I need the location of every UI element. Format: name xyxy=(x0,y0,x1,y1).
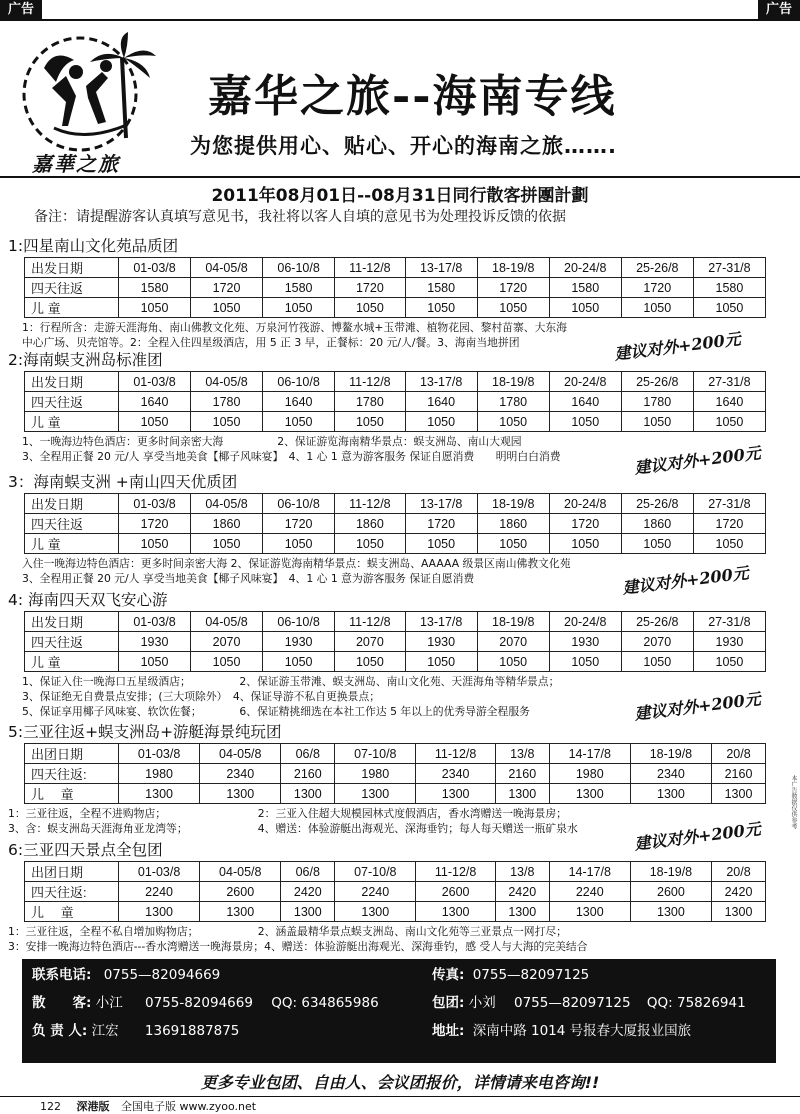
table-cell: 1780 xyxy=(335,392,406,412)
table-cell: 04-05/8 xyxy=(200,862,281,882)
table-cell: 25-26/8 xyxy=(621,258,693,278)
price-suggestion-stamp: 建议对外+200元 xyxy=(619,560,752,599)
footer-rule xyxy=(0,1096,800,1097)
manager-name: 江宏 xyxy=(91,1023,119,1039)
table-cell: 1720 xyxy=(191,278,263,298)
group-qq-label: QQ: xyxy=(646,995,673,1011)
row-header: 儿 童 xyxy=(25,412,119,432)
table-cell: 1860 xyxy=(621,514,693,534)
table-cell: 18-19/8 xyxy=(630,862,711,882)
table-cell: 2160 xyxy=(712,764,766,784)
page-subtitle: 为您提供用心、贴心、开心的海南之旅……. xyxy=(190,134,617,158)
contact-retail-row xyxy=(32,991,379,1011)
table-row xyxy=(25,494,766,514)
table-cell: 13-17/8 xyxy=(405,612,477,632)
table-row xyxy=(25,632,766,652)
table-cell: 25-26/8 xyxy=(621,372,693,392)
table-cell: 13-17/8 xyxy=(405,494,477,514)
table-cell: 1980 xyxy=(119,764,200,784)
table-cell: 1050 xyxy=(263,298,335,318)
row-header: 儿 童 xyxy=(25,652,119,672)
table-cell: 18-19/8 xyxy=(477,612,549,632)
table-cell: 1860 xyxy=(335,514,406,534)
table-cell: 1300 xyxy=(495,784,549,804)
table-cell: 2600 xyxy=(416,882,495,902)
table-cell: 06/8 xyxy=(281,744,335,764)
manager-phone: 13691887875 xyxy=(144,1023,240,1039)
price-table xyxy=(24,743,766,804)
table-cell: 27-31/8 xyxy=(693,258,765,278)
page-number: 122 xyxy=(40,1100,61,1113)
table-cell: 1050 xyxy=(693,652,765,672)
table-cell: 18-19/8 xyxy=(477,372,549,392)
tour-section-6 xyxy=(8,840,788,954)
table-cell: 1980 xyxy=(549,764,630,784)
address-text: 深南中路 1014 号报春大厦报业国旅 xyxy=(472,1023,692,1039)
price-table xyxy=(24,493,766,554)
group-qq: 75826941 xyxy=(676,995,746,1011)
row-header: 四天往返 xyxy=(25,632,119,652)
table-cell: 11-12/8 xyxy=(335,612,406,632)
row-header: 出发日期 xyxy=(25,612,119,632)
group-name: 小刘 xyxy=(468,995,496,1011)
price-table xyxy=(24,371,766,432)
edition-label: 深港版 xyxy=(76,1100,110,1113)
row-header: 四天往返 xyxy=(25,278,119,298)
tour-section-5 xyxy=(8,722,788,836)
row-header: 儿 童 xyxy=(25,298,119,318)
retail-phone: 0755-82094669 xyxy=(145,995,253,1011)
tour-title: 4: 海南四天双飞安心游 xyxy=(8,591,168,609)
note-line: 3、全程用正餐 20 元/人 享受当地美食【椰子风味宴】 4、1 心 1 意为游客服务 保证自愿消费 明明白白消费 xyxy=(22,450,561,463)
table-cell: 1720 xyxy=(477,278,549,298)
table-cell: 2600 xyxy=(200,882,281,902)
note-line: 中心广场、贝壳馆等。2：全程入住四星级酒店，用 5 正 3 早，正餐标：20 元/人/餐。3、海南当地拼团 xyxy=(22,336,520,349)
table-cell: 01-03/8 xyxy=(119,258,191,278)
fax-number: 0755—82097125 xyxy=(472,967,590,983)
table-cell: 1300 xyxy=(712,784,766,804)
table-cell: 2420 xyxy=(712,882,766,902)
contact-address-row xyxy=(432,1019,691,1039)
table-cell: 1050 xyxy=(263,652,335,672)
table-cell: 1050 xyxy=(405,298,477,318)
table-cell: 11-12/8 xyxy=(335,494,406,514)
contact-phone-row xyxy=(32,963,220,983)
table-cell: 1720 xyxy=(263,514,335,534)
table-cell: 2420 xyxy=(495,882,549,902)
table-cell: 04-05/8 xyxy=(191,494,263,514)
table-cell: 1050 xyxy=(549,652,621,672)
ad-label-right: 广告 xyxy=(758,0,800,20)
table-cell: 1050 xyxy=(119,652,191,672)
headline-rule xyxy=(0,176,800,178)
table-cell: 06-10/8 xyxy=(263,372,335,392)
note-line: 1：三亚往返，全程不进购物店； 2：三亚入住超大规模园林式度假酒店，香水湾赠送一晚海景房； xyxy=(8,807,567,820)
table-row xyxy=(25,902,766,922)
table-row xyxy=(25,784,766,804)
note-line: 1、一晚海边特色酒店：更多时间亲密大海 2、保证游览海南精华景点：蜈支洲岛、南山大观园 xyxy=(22,435,522,448)
table-cell: 1720 xyxy=(549,514,621,534)
table-cell: 11-12/8 xyxy=(416,744,495,764)
table-cell: 1050 xyxy=(191,652,263,672)
table-cell: 1050 xyxy=(335,534,406,554)
table-cell: 2070 xyxy=(335,632,406,652)
table-cell: 1050 xyxy=(477,412,549,432)
table-cell: 20-24/8 xyxy=(549,494,621,514)
table-cell: 1780 xyxy=(191,392,263,412)
price-suggestion-stamp: 建议对外+200元 xyxy=(611,326,744,365)
price-table xyxy=(24,611,766,672)
table-row xyxy=(25,744,766,764)
table-cell: 20-24/8 xyxy=(549,258,621,278)
table-cell: 1300 xyxy=(549,902,630,922)
plan-title: 2011年08月01日--08月31日同行散客拼團計劃 xyxy=(211,186,589,206)
table-cell: 13-17/8 xyxy=(405,372,477,392)
table-cell: 1300 xyxy=(416,784,495,804)
table-cell: 1930 xyxy=(549,632,621,652)
table-cell: 1580 xyxy=(263,278,335,298)
table-cell: 1050 xyxy=(335,412,406,432)
table-cell: 18-19/8 xyxy=(477,258,549,278)
row-header: 四天往返: xyxy=(25,882,119,902)
table-cell: 1580 xyxy=(405,278,477,298)
table-cell: 25-26/8 xyxy=(621,494,693,514)
ad-label-left: 广告 xyxy=(0,0,42,20)
table-cell: 1050 xyxy=(621,298,693,318)
table-cell: 1640 xyxy=(263,392,335,412)
table-cell: 1050 xyxy=(693,534,765,554)
manager-label: 负 责 人: xyxy=(32,1023,88,1039)
row-header: 出发日期 xyxy=(25,258,119,278)
tour-title: 2:海南蜈支洲岛标准团 xyxy=(8,351,163,369)
table-cell: 04-05/8 xyxy=(191,258,263,278)
tour-title: 6:三亚四天景点全包团 xyxy=(8,841,163,859)
table-cell: 1720 xyxy=(405,514,477,534)
table-cell: 11-12/8 xyxy=(416,862,495,882)
note-line: 1：三亚往返，全程不私自增加购物店； 2、涵盖最精华景点蜈支洲岛、南山文化苑等三亚景点一网打尽； xyxy=(8,925,567,938)
table-cell: 06-10/8 xyxy=(263,494,335,514)
table-cell: 04-05/8 xyxy=(191,612,263,632)
table-cell: 27-31/8 xyxy=(693,612,765,632)
table-cell: 1050 xyxy=(119,298,191,318)
table-cell: 13/8 xyxy=(495,744,549,764)
table-cell: 20-24/8 xyxy=(549,612,621,632)
table-cell: 1300 xyxy=(200,902,281,922)
table-row xyxy=(25,392,766,412)
table-cell: 14-17/8 xyxy=(549,744,630,764)
contact-panel xyxy=(22,959,776,1063)
table-cell: 2070 xyxy=(621,632,693,652)
table-cell: 1050 xyxy=(477,534,549,554)
tour-title: 5:三亚往返+蜈支洲岛+游艇海景纯玩团 xyxy=(8,723,282,741)
table-cell: 2160 xyxy=(495,764,549,784)
retail-name: 小江 xyxy=(95,995,123,1011)
group-label: 包团: xyxy=(432,995,465,1011)
table-cell: 06-10/8 xyxy=(263,612,335,632)
retail-qq-label: QQ: xyxy=(271,995,298,1011)
table-cell: 07-10/8 xyxy=(335,862,416,882)
table-cell: 1640 xyxy=(693,392,765,412)
table-cell: 27-31/8 xyxy=(693,372,765,392)
table-cell: 1050 xyxy=(191,534,263,554)
note-line: 1、保证入住一晚海口五星级酒店； 2、保证游玉带滩、蜈支洲岛、南山文化苑、天涯海角等精华景点； xyxy=(22,675,560,688)
table-cell: 1980 xyxy=(335,764,416,784)
table-cell: 1580 xyxy=(119,278,191,298)
note-line: 3：安排一晚海边特色酒店---香水湾赠送一晚海景房；4、赠送：体验游艇出海观光、深海垂钓，感 受人与大海的完美结合 xyxy=(8,940,588,953)
table-cell: 04-05/8 xyxy=(200,744,281,764)
tour-title: 3：海南蜈支洲 +南山四天优质团 xyxy=(8,473,238,491)
table-cell: 1860 xyxy=(191,514,263,534)
slogan: 更多专业包团、自由人、会议团报价，详情请来电咨询!! xyxy=(200,1073,600,1092)
table-cell: 13/8 xyxy=(495,862,549,882)
table-cell: 1580 xyxy=(693,278,765,298)
table-cell: 1050 xyxy=(549,298,621,318)
row-header: 四天往返: xyxy=(25,764,119,784)
row-header: 出团日期 xyxy=(25,744,119,764)
table-cell: 1050 xyxy=(263,534,335,554)
address-label: 地址: xyxy=(432,1023,465,1039)
table-cell: 01-03/8 xyxy=(119,494,191,514)
table-cell: 06-10/8 xyxy=(263,258,335,278)
table-row xyxy=(25,258,766,278)
table-cell: 1050 xyxy=(191,412,263,432)
group-phone: 0755—82097125 xyxy=(514,995,631,1011)
table-cell: 1300 xyxy=(200,784,281,804)
table-cell: 11-12/8 xyxy=(335,372,406,392)
table-cell: 1300 xyxy=(335,784,416,804)
site-label: 全国电子版 www.zyoo.net xyxy=(121,1100,257,1113)
table-cell: 1050 xyxy=(693,298,765,318)
retail-qq: 634865986 xyxy=(301,995,379,1011)
table-row xyxy=(25,278,766,298)
note-line: 1：行程所含：走游天涯海角、南山佛教文化苑、万泉河竹筏游、博鳌水城+玉带滩、植物花园、黎村苗寨、大东海 xyxy=(22,321,567,334)
table-cell: 1300 xyxy=(281,784,335,804)
remark-note: 备注：请提醒游客认真填写意见书，我社将以客人自填的意见书为处理投诉反馈的依据 xyxy=(34,209,566,225)
tour-notes xyxy=(8,924,788,954)
table-cell: 1050 xyxy=(549,534,621,554)
table-cell: 1300 xyxy=(335,902,416,922)
table-cell: 1050 xyxy=(477,652,549,672)
price-suggestion-stamp: 建议对外+200元 xyxy=(631,440,764,479)
table-cell: 06/8 xyxy=(281,862,335,882)
table-cell: 1720 xyxy=(335,278,406,298)
table-cell: 1720 xyxy=(621,278,693,298)
table-cell: 1300 xyxy=(281,902,335,922)
price-table xyxy=(24,257,766,318)
row-header: 出发日期 xyxy=(25,494,119,514)
table-row xyxy=(25,412,766,432)
table-cell: 07-10/8 xyxy=(335,744,416,764)
table-cell: 2240 xyxy=(335,882,416,902)
phone-number: 0755—82094669 xyxy=(103,967,221,983)
table-cell: 14-17/8 xyxy=(549,862,630,882)
table-row xyxy=(25,652,766,672)
table-cell: 1930 xyxy=(693,632,765,652)
table-cell: 1300 xyxy=(549,784,630,804)
table-cell: 25-26/8 xyxy=(621,612,693,632)
table-cell: 1300 xyxy=(630,784,711,804)
row-header: 出发日期 xyxy=(25,372,119,392)
table-cell: 2420 xyxy=(281,882,335,902)
table-cell: 1050 xyxy=(621,412,693,432)
table-cell: 1050 xyxy=(621,534,693,554)
table-cell: 1300 xyxy=(630,902,711,922)
table-row xyxy=(25,534,766,554)
table-cell: 1300 xyxy=(712,902,766,922)
table-cell: 1640 xyxy=(119,392,191,412)
table-cell: 13-17/8 xyxy=(405,258,477,278)
table-cell: 2600 xyxy=(630,882,711,902)
table-cell: 1720 xyxy=(119,514,191,534)
table-cell: 11-12/8 xyxy=(335,258,406,278)
table-cell: 2070 xyxy=(191,632,263,652)
table-cell: 1050 xyxy=(549,412,621,432)
table-cell: 01-03/8 xyxy=(119,612,191,632)
table-cell: 1050 xyxy=(477,298,549,318)
table-row xyxy=(25,862,766,882)
row-header: 四天往返 xyxy=(25,392,119,412)
phone-label: 联系电话: xyxy=(32,967,92,983)
contact-group-row xyxy=(432,991,746,1011)
table-cell: 2160 xyxy=(281,764,335,784)
table-cell: 1640 xyxy=(405,392,477,412)
row-header: 四天往返 xyxy=(25,514,119,534)
note-line: 3、保证绝无自费景点安排；(三大项除外） 4、保证导游不私自更换景点； xyxy=(22,690,381,703)
table-cell: 1780 xyxy=(621,392,693,412)
top-rule xyxy=(0,19,800,21)
price-suggestion-stamp: 建议对外+200元 xyxy=(631,686,764,725)
table-cell: 01-03/8 xyxy=(119,744,200,764)
table-cell: 1300 xyxy=(416,902,495,922)
table-cell: 18-19/8 xyxy=(630,744,711,764)
note-line: 5、保证享用椰子风味宴、软饮佐餐； 6、保证精挑细选在本社工作达 5 年以上的优秀导游全程服务 xyxy=(22,705,530,718)
footer xyxy=(40,1098,256,1114)
price-table xyxy=(24,861,766,922)
table-cell: 1720 xyxy=(693,514,765,534)
price-suggestion-stamp: 建议对外+200元 xyxy=(631,816,764,855)
table-cell: 1300 xyxy=(495,902,549,922)
table-cell: 2240 xyxy=(119,882,200,902)
table-row xyxy=(25,612,766,632)
table-cell: 2340 xyxy=(416,764,495,784)
table-cell: 1050 xyxy=(405,534,477,554)
table-cell: 1050 xyxy=(405,412,477,432)
table-row xyxy=(25,298,766,318)
tour-title: 1:四星南山文化苑品质团 xyxy=(8,237,179,255)
table-cell: 20/8 xyxy=(712,862,766,882)
note-line: 3、全程用正餐 20 元/人 享受当地美食【椰子风味宴】 4、1 心 1 意为游客服务 保证自愿消费 xyxy=(22,572,475,585)
table-cell: 1050 xyxy=(335,298,406,318)
table-cell: 1930 xyxy=(405,632,477,652)
row-header: 出团日期 xyxy=(25,862,119,882)
fax-label: 传真: xyxy=(432,967,465,983)
table-cell: 20-24/8 xyxy=(549,372,621,392)
table-cell: 1930 xyxy=(119,632,191,652)
table-cell: 1580 xyxy=(549,278,621,298)
table-cell: 01-03/8 xyxy=(119,372,191,392)
table-cell: 04-05/8 xyxy=(191,372,263,392)
table-cell: 2240 xyxy=(549,882,630,902)
table-cell: 1300 xyxy=(119,902,200,922)
contact-manager-row xyxy=(32,1019,239,1039)
table-cell: 01-03/8 xyxy=(119,862,200,882)
table-cell: 1050 xyxy=(119,534,191,554)
table-cell: 2340 xyxy=(630,764,711,784)
table-cell: 1050 xyxy=(263,412,335,432)
table-cell: 2070 xyxy=(477,632,549,652)
table-cell: 1640 xyxy=(549,392,621,412)
tour-section-2 xyxy=(8,350,788,464)
page-title: 嘉华之旅--海南专线 xyxy=(208,71,617,122)
table-cell: 18-19/8 xyxy=(477,494,549,514)
table-row xyxy=(25,372,766,392)
table-cell: 1050 xyxy=(621,652,693,672)
table-cell: 1050 xyxy=(119,412,191,432)
contact-fax-row xyxy=(432,963,589,983)
table-cell: 1300 xyxy=(119,784,200,804)
tour-section-1 xyxy=(8,236,788,350)
note-line: 入住一晚海边特色酒店：更多时间亲密大海 2、保证游览海南精华景点：蜈支洲岛、AAAAA 级景区南山佛教文化苑 xyxy=(22,557,571,570)
table-cell: 1050 xyxy=(693,412,765,432)
table-cell: 1930 xyxy=(263,632,335,652)
table-row xyxy=(25,514,766,534)
row-header: 儿 童 xyxy=(25,784,119,804)
note-line: 3、含：蜈支洲岛天涯海角亚龙湾等； 4、赠送：体验游艇出海观光、深海垂钓；每人每天赠送一瓶矿泉水 xyxy=(8,822,578,835)
row-header: 儿 童 xyxy=(25,902,119,922)
table-cell: 1860 xyxy=(477,514,549,534)
table-cell: 2340 xyxy=(200,764,281,784)
table-cell: 1780 xyxy=(477,392,549,412)
table-cell: 1050 xyxy=(191,298,263,318)
table-cell: 27-31/8 xyxy=(693,494,765,514)
side-note: 本广告数据仅供参考 xyxy=(790,775,797,829)
retail-label: 散 客: xyxy=(32,995,92,1011)
row-header: 儿 童 xyxy=(25,534,119,554)
table-cell: 1050 xyxy=(335,652,406,672)
table-cell: 1050 xyxy=(405,652,477,672)
logo-wordmark: 嘉華之旅 xyxy=(32,152,120,176)
table-row xyxy=(25,764,766,784)
table-cell: 20/8 xyxy=(712,744,766,764)
table-row xyxy=(25,882,766,902)
